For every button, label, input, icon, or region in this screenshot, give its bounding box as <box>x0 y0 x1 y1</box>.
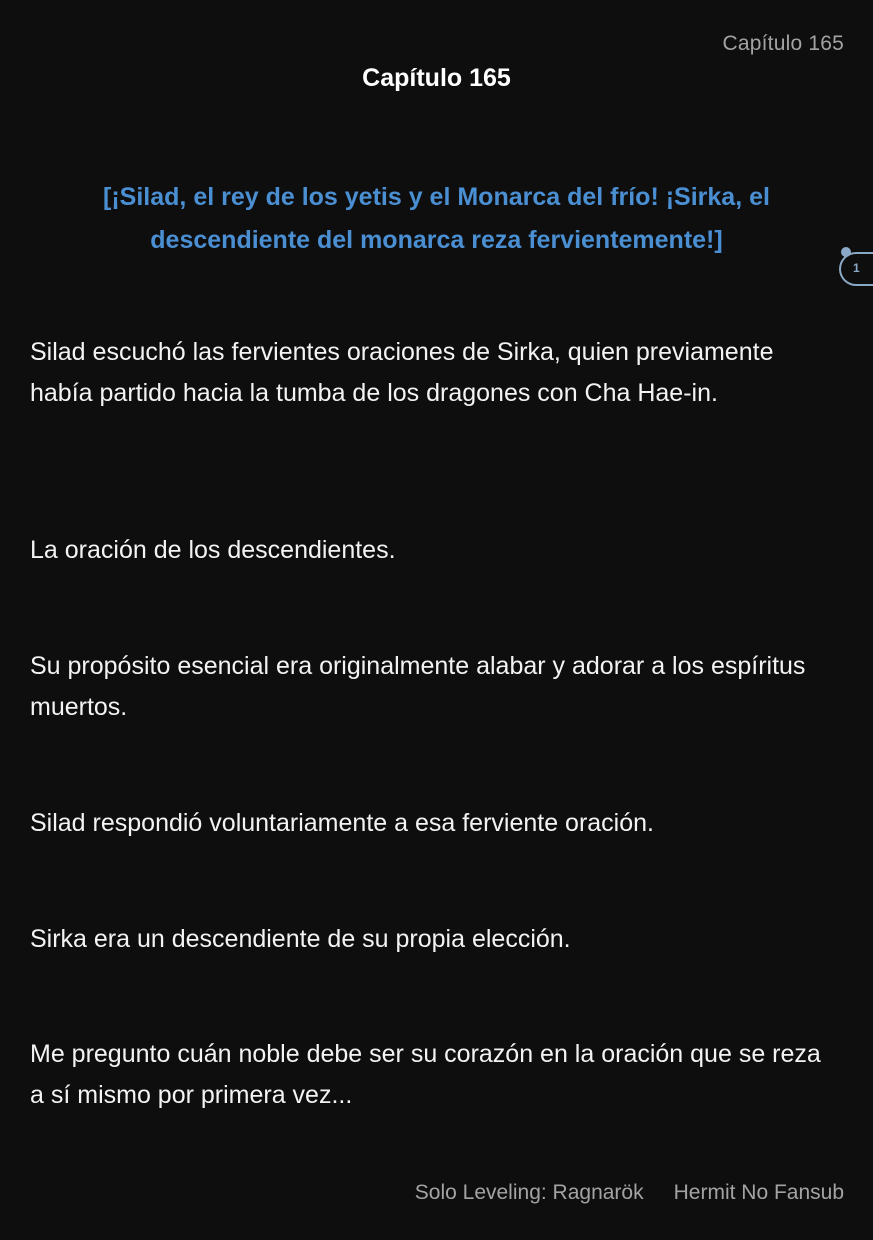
chapter-subtitle: [¡Silad, el rey de los yetis y el Monarca del frío! ¡Sirka, el descendiente del monarca reza fervientemente!] <box>103 183 770 254</box>
paragraph: Silad escuchó las fervientes oraciones de Sirka, quien previamente había partido hacia la tumba de los dragones con Cha Hae-in. <box>30 338 774 407</box>
footer-book-title: Solo Leveling: Ragnarök <box>414 1181 644 1204</box>
chapter-title: Capítulo 165 <box>362 64 511 92</box>
footer-translator: Hermit No Fansub <box>673 1181 844 1204</box>
running-header-chapter: Capítulo 165 <box>722 32 844 55</box>
paragraph: La oración de los descendientes. <box>30 536 396 564</box>
paragraph: Su propósito esencial era originalmente alabar y adorar a los espíritus muertos. <box>30 652 806 721</box>
paragraph: Silad respondió voluntariamente a esa ferviente oración. <box>30 809 654 837</box>
paragraph: Me pregunto cuán noble debe ser su corazón en la oración que se reza a sí mismo por primera vez... <box>30 1040 821 1109</box>
page-footer <box>415 1181 844 1205</box>
footnote-number[interactable]: 1 <box>853 261 860 275</box>
paragraph: Sirka era un descendiente de su propia elección. <box>30 925 571 953</box>
